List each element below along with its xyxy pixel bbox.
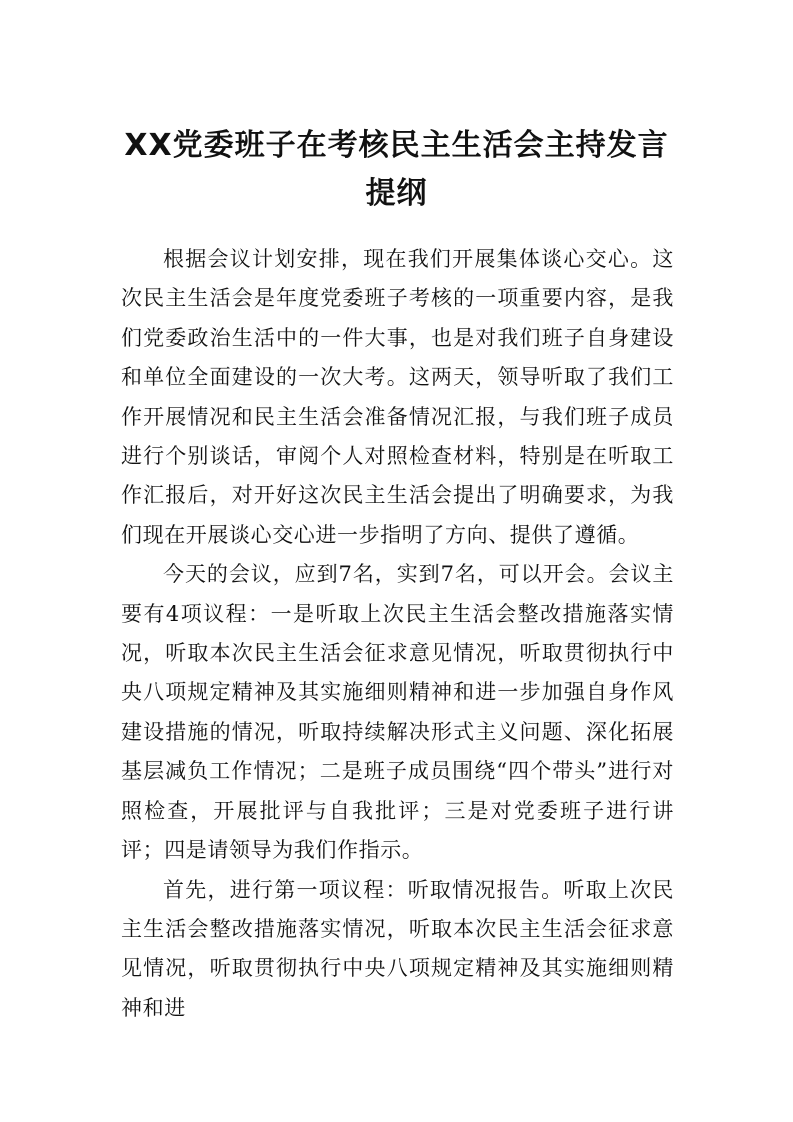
paragraph-agenda: 今天的会议，应到7名，实到7名，可以开会。会议主要有4项议程：一是听取上次民主生活会整改措施落实情况，听取本次民主生活会征求意见情况，听取贯彻执行中央八项规定精神及其实施细则精神和进一步加强自身作风建设措施的情况，听取持续解决形式主义问题、深化拓展基层减负工作情况；二是班子成员围绕“四个带头”进行对照检查，开展批评与自我批评；三是对党委班子进行讲评；四是请领导为我们作指示。 bbox=[121, 562, 674, 863]
paragraph-intro: 根据会议计划安排，现在我们开展集体谈心交心。这次民主生活会是年度党委班子考核的一项重要内容，是我们党委政治生活中的一件大事，也是对我们班子自身建设和单位全面建设的一次大考。这两天，领导听取了我们工作开展情况和民主生活会准备情况汇报，与我们班子成员进行个别谈话，审阅个人对照检查材料，特别是在听取工作汇报后，对开好这次民主生活会提出了明确要求，为我们现在开展谈心交心进一步指明了方向、提供了遵循。 bbox=[121, 247, 674, 547]
document-body bbox=[121, 240, 674, 1028]
document-title: XX党委班子在考核民主生活会主持发言提纲 bbox=[124, 128, 669, 211]
paragraph-first-item: 首先，进行第一项议程：听取情况报告。听取上次民主生活会整改措施落实情况，听取本次民主生活会征求意见情况，听取贯彻执行中央八项规定精神及其实施细则精神和进 bbox=[121, 877, 674, 1020]
